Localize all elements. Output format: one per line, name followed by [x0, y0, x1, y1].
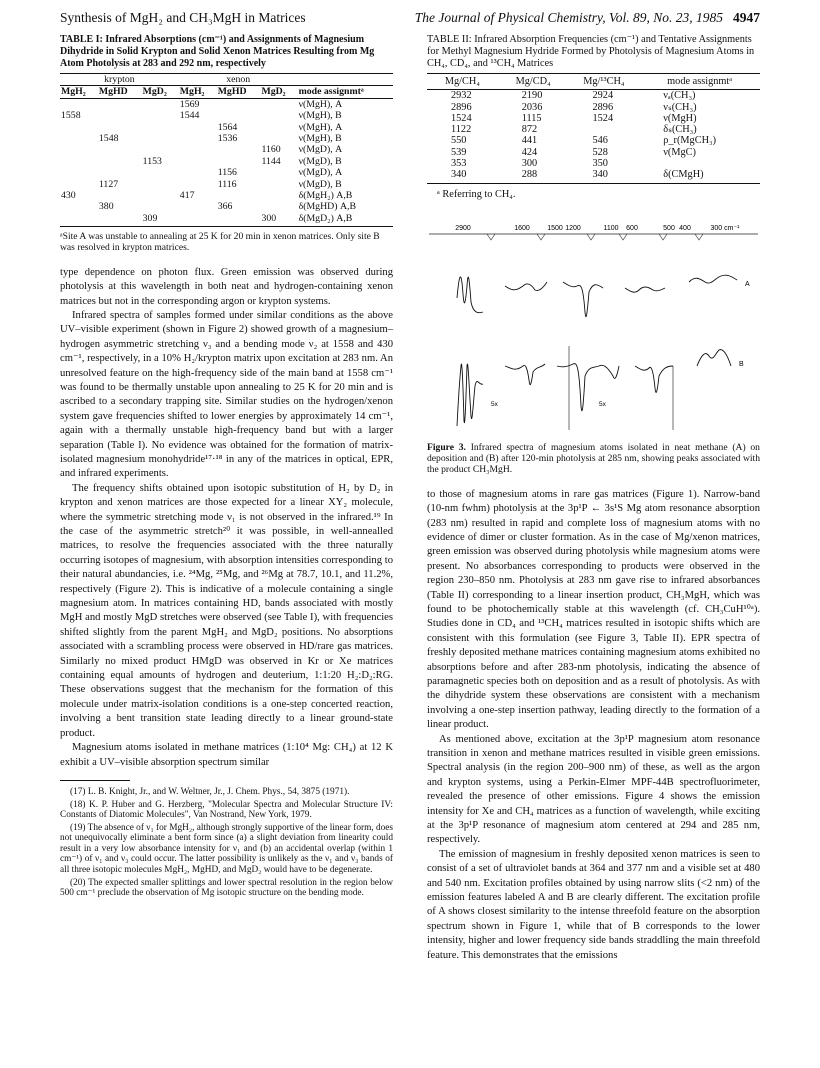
table2-cell: 441: [521, 135, 538, 147]
table1-cell: [60, 156, 98, 167]
table1-cell: [98, 110, 142, 121]
table1-cell: 1564: [217, 121, 238, 133]
table1-row: [60, 133, 393, 144]
figure3-axis-breaks: [487, 234, 703, 240]
table1-cell: 1569: [179, 98, 200, 110]
footnote: (19) The absence of ν₁ for MgH₂, although strongly supportive of the linear form, does not unequivocally eliminate a bent form since (a) a slight deviation from linearity could result in a very low absorbance intensity for ν₁ and (b) an accidental overlap (within 1 cm⁻¹) of ν₁ and ν₃ could occur. The latter possibility is unlikely as the ν₁ and ν₃ bands of all three isotopic molecules MgH₂, MgHD, and MgD₂ would have to be degenerate.: [60, 822, 393, 876]
table1-body: [60, 98, 393, 226]
table1-cell: δ(MgH₂) A,B: [298, 190, 353, 202]
table2-cell: 2896: [451, 101, 472, 113]
table2-col-header: Mg/CH₄: [427, 74, 498, 90]
table2-row: [427, 90, 760, 102]
table1-cell: [260, 190, 297, 201]
body-paragraph: type dependence on photon flux. Green emission was observed during photolysis at this wavelength in both neat and hydrogen-containing xenon matrices but not in the corresponding argon or krypton systems.: [60, 266, 393, 307]
table1-cell: [260, 110, 297, 121]
footnote: (20) The expected smaller splittings and lower spectral resolution in the region below 500 cm⁻¹ preclude the observation of Mg isotopic structure on the bending mode.: [60, 877, 393, 899]
table1-cell: ν(MgH), A: [298, 121, 343, 133]
table2-cell: 340: [569, 169, 640, 183]
table2-row: [427, 102, 760, 113]
table2-row: [427, 113, 760, 124]
table2-cell: 1122: [451, 124, 472, 136]
table1-cell: [260, 167, 297, 178]
figure3-trace-b-label: B: [739, 361, 744, 369]
table1-cell: [142, 179, 179, 190]
table1-cell: [142, 190, 179, 201]
table2-cell: 546: [592, 135, 608, 147]
figure3-tick-label: 600: [626, 225, 638, 233]
table2-cell: 872: [521, 124, 538, 136]
table1-cell: [98, 98, 142, 110]
table1-row: [60, 122, 393, 133]
table2-col-header: Mg/CD₄: [498, 74, 569, 90]
table1-cell: δ(MgHD) A,B: [298, 201, 357, 213]
figure3-scale-label: 5x: [599, 401, 606, 409]
table1-cell: 300: [260, 213, 297, 227]
table1-cell: [179, 133, 217, 144]
table2-col-header: Mg/¹³CH₄: [569, 74, 640, 90]
table2-cell: [569, 124, 640, 135]
table2-cell: 2896: [592, 101, 614, 113]
table2-cell: 424: [521, 146, 538, 158]
table1-cell: 430: [61, 190, 76, 202]
footnote-rule: [60, 780, 130, 781]
figure3-trace-a: [457, 275, 737, 316]
table1-cell: [260, 133, 297, 144]
table1-group-krypton: krypton: [60, 74, 179, 86]
footnote: (18) K. P. Huber and G. Herzberg, "Molecular Spectra and Molecular Structure IV: Constants of Diatomic Molecules", Van Nostrand, New York, 1979.: [60, 799, 393, 821]
table1-cell: 1558: [61, 110, 81, 122]
table1-cell: [142, 201, 179, 212]
table2-cell: νₐ(CH₃): [663, 90, 696, 102]
table1-cell: [98, 190, 142, 201]
table2-cell: 2924: [592, 90, 614, 102]
table1-row: [60, 167, 393, 178]
table1-caption: TABLE I: Infrared Absorptions (cm⁻¹) and Assignments of Magnesium Dihydride in Solid Krypton and Solid Xenon Matrices Resulting from Mg Atom Photolysis at 283 and 292 nm, respectively: [60, 34, 375, 69]
figure3-spectra: [427, 216, 760, 436]
body-paragraph: to those of magnesium atoms in rare gas matrices (Figure 1). Narrow-band (10-nm fwhm) photolysis at the 3p¹P ← 3s¹S Mg atom resonance absorption (283 nm) resulted in rapid and complete loss of magnesium atoms with no evidence of dimer or cluster formation. As in the case of Mg/xenon matrices, green emission was observed during photolysis while magnesium atoms were present. No absorbances corresponding to products were observed in the region 230–850 nm. Photolysis at 283 nm gave rise to infrared absorbances (Table II) corresponding to a linear insertion product, CH₃MgH, which was found to be photochemically stable at this wavelength (cf. CH₃CuH¹⁰ᵃ). Studies done in CD₄ and ¹³CH₄ matrices resulted in isotopic shifts which are consistent with this formulation (see Figure 3, Table II). EPR spectra of freshly deposited methane matrices containing magnesium atoms exhibited no absorptions before and after 283-nm photolysis, indicating the absence of paramagnetic species both on deposition and as a result of photolysis. As with the dihydride system these observations are consistent with a mechanism involving a one-step insertion pathway, leading directly to the formation of a linear product.: [427, 488, 760, 731]
table1-cell: [98, 122, 142, 133]
table1-row: [60, 190, 393, 201]
table1-cell: [179, 213, 217, 227]
table1-row: [60, 98, 393, 110]
table2-cell: δₛ(CH₃): [663, 124, 697, 136]
table1-col-header: MgD₂: [142, 86, 179, 98]
table1-cell: [98, 167, 142, 178]
running-header-title: Synthesis of MgH₂ and CH₃MgH in Matrices: [60, 10, 306, 25]
table1-cell: δ(MgD₂) A,B: [298, 213, 393, 227]
table1-group-xenon: xenon: [179, 74, 298, 86]
table1-cell: 1548: [98, 133, 119, 145]
table2-row: [427, 169, 760, 183]
table2-cell: 350: [592, 158, 608, 170]
figure3-tick-label: 2900: [455, 225, 471, 233]
table1-cell: [260, 201, 297, 212]
table1-cell: [60, 133, 98, 144]
right-column: [427, 34, 760, 963]
table1-cell: [217, 156, 261, 167]
table1-cell: 309: [142, 213, 179, 227]
table2-footnote: ᵃ Referring to CH₄.: [437, 188, 516, 200]
table2-row: [427, 158, 760, 169]
body-paragraph: Infrared spectra of samples formed under similar conditions as the above UV–visible experiment (shown in Figure 2) showed growth of a magnesium–hydrogen asymmetric stretching ν₃ and a bending mode ν₂ at 1558 and 430 cm⁻¹, respectively, in a 10% H₂/krypton matrix upon excitation at 283 nm. An unresolved feature on the high-frequency side of the main band at 1558 cm⁻¹ was found to be thermally unstable upon annealing to 25 K for 20 min and is ascribed to a secondary trapping site. Similar studies on the hydrogen/xenon system gave frequencies shifted to lower energies by approximately 14 cm⁻¹, again with a thermally unstable high-frequency band but with a larger separation (Table I). No evidence was obtained for the formation of matrix-isolated magnesium monohydride¹⁷·¹⁸ in any of the matrices in optical, EPR, and infrared experiments.: [60, 309, 393, 480]
table2-cell: 550: [451, 135, 467, 147]
table2-cell: ν(MgC): [663, 146, 696, 158]
table1: [60, 73, 393, 227]
table1-cell: [60, 213, 98, 227]
table1-cell: [179, 201, 217, 212]
table2-row: [427, 135, 760, 146]
table1-row: [60, 201, 393, 212]
table2-row: [427, 147, 760, 158]
body-paragraph: The emission of magnesium in freshly deposited xenon matrices is seen to consist of a set of ultraviolet bands at 364 and 377 nm and a visible set at 480 and 540 nm. Excitation profiles obtained by using narrow slits (<2 nm) of the emission features labeled A and B are clearly different. The excitation profile of A shows closest similarity to the intense threefold feature on the absorption spectrum shown in Figure 1, while that of B corresponds to the lower intensity, higher and lower frequency side bands straddling the main threefold feature. This demonstrates that the emissions: [427, 848, 760, 961]
table1-cell: [60, 122, 98, 133]
table1-col-header: MgH₂: [60, 86, 98, 98]
table1-col-header: MgHD: [98, 86, 142, 98]
table2-cell: ρ_r(MgCH₃): [663, 135, 717, 147]
table2-cell: 2932: [451, 90, 472, 102]
table1-cell: 366: [217, 201, 233, 213]
table1-cell: [142, 110, 179, 121]
table1-cell: 1127: [98, 178, 119, 190]
table2-cell: 288: [498, 169, 569, 183]
table1-cell: [217, 98, 261, 110]
table1-cell: 1116: [217, 178, 237, 190]
figure3-trace-a-label: A: [745, 281, 750, 289]
table1-cell: [60, 201, 98, 212]
table1-cell: [260, 98, 297, 110]
figure3-caption-text: Infrared spectra of magnesium atoms isolated in neat methane (A) on deposition and (B) after 120-min photolysis at 285 nm, showing peaks associated with the product CH₃MgH.: [427, 442, 760, 476]
table1-cell: [217, 144, 261, 155]
table1-cell: [179, 156, 217, 167]
table1-col-header: mode assignmtᵃ: [298, 86, 393, 98]
table2-cell: 300: [521, 158, 538, 170]
table1-cell: [142, 122, 179, 133]
table1-cell: 1156: [217, 167, 237, 179]
body-paragraph: As mentioned above, excitation at the 3p¹P magnesium atom resonance transition in xenon and methane matrices resulted in visible green emissions. Spectral analysis (in the region 200–900 nm) of these, as well as the argon and krypton systems, using a Perkin-Elmer MPF-44B spectrofluorimeter, revealed the presence of other emissions. Figure 4 shows the emission intensity for Xe and CH₄ matrices as a function of wavelength, while exciting at the 3p¹P resonance of magnesium atom centered at 294 and 285 nm, respectively.: [427, 733, 760, 846]
table1-cell: 417: [179, 190, 195, 202]
table2-row: [427, 124, 760, 135]
table2-cell: 1115: [521, 112, 542, 124]
table2-cell: 340: [427, 169, 498, 183]
table1-cell: [98, 213, 142, 227]
table1-cell: ν(MgD), B: [298, 178, 342, 190]
figure3-scale-label: 5x: [491, 401, 498, 409]
table1-cell: [60, 144, 98, 155]
table1-cell: [217, 110, 261, 121]
figure3: [427, 216, 760, 436]
table1-cell: ν(MgH), A: [298, 98, 343, 110]
table1-cell: 1144: [261, 155, 281, 167]
table2-cell: 2190: [521, 90, 543, 102]
table1-cell: ν(MgH), B: [298, 133, 342, 145]
table1-cell: 1160: [261, 144, 281, 156]
table2-col-header: mode assignmtᵃ: [639, 74, 760, 90]
figure3-caption-label: Figure 3.: [427, 442, 466, 454]
table2-cell: 1524: [592, 112, 614, 124]
table2-cell: νₛ(CH₃): [663, 101, 697, 113]
page-number: 4947: [733, 10, 760, 25]
table1-cell: [98, 156, 142, 167]
table1-cell: [179, 122, 217, 133]
table1-row: [60, 179, 393, 190]
figure3-tick-label: 1500: [547, 225, 563, 233]
table1-cell: [179, 179, 217, 190]
table2-cell: δ(CMgH): [639, 169, 760, 183]
table1-cell: [179, 144, 217, 155]
table2-cell: 2036: [521, 101, 543, 113]
table1-cell: [217, 190, 261, 201]
table2-header-row: [427, 74, 760, 90]
table1-row: [60, 156, 393, 167]
table1-cell: [142, 133, 179, 144]
table1-cell: 1544: [179, 110, 200, 122]
table1-cell: 1153: [142, 155, 162, 167]
figure3-caption: [427, 442, 760, 476]
table1-col-header: MgH₂: [179, 86, 217, 98]
table1-cell: 380: [98, 201, 114, 213]
table1-cell: ν(MgD), A: [298, 144, 343, 156]
figure3-tick-label: 500: [663, 225, 675, 233]
journal-citation: The Journal of Physical Chemistry, Vol. 89, No. 23, 1985: [414, 10, 723, 25]
table1-cell: [142, 144, 179, 155]
table2-cell: 539: [451, 146, 467, 158]
table1-cell: [217, 213, 261, 227]
figure3-tick-label: 400: [679, 225, 691, 233]
table2-cell: 353: [451, 158, 467, 170]
table1-row: [60, 213, 393, 227]
figure3-tick-label: 1600: [514, 225, 530, 233]
table2-caption: TABLE II: Infrared Absorption Frequencies (cm⁻¹) and Tentative Assignments for Methyl Magnesium Hydride Formed by Photolysis of Magnesium Atoms in CH₄, CD₄, and ¹³CH₄ Matrices: [427, 34, 755, 69]
table1-footnote: ᵃSite A was unstable to annealing at 25 K for 20 min in xenon matrices. Only site B was resolved in krypton matrices.: [60, 231, 380, 254]
body-paragraph: The frequency shifts obtained upon isotopic substitution of H₂ by D₂ in krypton and xenon matrices are those expected for a linear XY₂ molecule, where the symmetric stretching mode ν₁ is not observed in the infrared.¹⁹ In the case of the asymmetric stretch²⁰ it was possible, in well-annealled matrices, to resolve the frequencies associated with the three naturally occurring isotopes of magnesium, with absorption intensities corresponding to their natural abundancies, i.e. ²⁴Mg, ²⁵Mg, and ²⁶Mg at 78.7, 10.1, and 11.2%, respectively (Figure 2). This is indicative of a molecule containing a single magnesium atom. In matrices containing HD, bands associated with mostly MgH and mostly MgD stretches were observed (see Table I), with frequencies shifted slightly from the parent MgH₂ and MgD₂ positions. No absorptions associated with a scrambling process were observed in HD/rare gas matrices. Similarly no mixed product HMgD was observed in Kr or Xe matrices containing equal amounts of hydrogen and deuterium, 1:1:20 H₂:D₂:RG. These observations suggest that the mechanism for the formation of this molecule under matrix-isolation conditions is a one-step concerted reaction, involving a bent transition state leading directly to a linear ground-state product.: [60, 482, 393, 739]
table2: [427, 73, 760, 184]
table1-cell: [60, 167, 98, 178]
table2-cell: 1524: [451, 112, 472, 124]
table2-cell: ν(MgH): [663, 112, 697, 124]
figure3-tick-label: 1200: [565, 225, 581, 233]
table1-cell: 1536: [217, 133, 238, 145]
figure3-tick-label: 300 cm⁻¹: [710, 225, 740, 233]
left-column: [60, 34, 393, 901]
table1-cell: ν(MgD), B: [298, 155, 342, 167]
table1-group-row: [60, 74, 393, 86]
table1-col-header: MgHD: [217, 86, 261, 98]
table1-row: [60, 110, 393, 121]
table2-body: [427, 90, 760, 183]
table1-cell: ν(MgD), A: [298, 167, 343, 179]
table1-cell: [142, 167, 179, 178]
table1-cell: [60, 179, 98, 190]
body-paragraph: Magnesium atoms isolated in methane matrices (1:10⁴ Mg: CH₄) at 12 K exhibit a UV–visible absorption spectrum similar: [60, 742, 393, 768]
table1-row: [60, 144, 393, 155]
table1-cell: [142, 98, 179, 110]
footnote: (17) L. B. Knight, Jr., and W. Weltner, Jr., J. Chem. Phys., 54, 3875 (1971).: [70, 786, 350, 797]
table1-cell: [260, 122, 297, 133]
table1-col-header: MgD₂: [260, 86, 297, 98]
figure3-trace-b: [457, 350, 731, 426]
running-header-journal: [415, 10, 760, 26]
figure3-tick-label: 1100: [603, 225, 619, 233]
table1-cell: [260, 179, 297, 190]
table1-cell: [179, 167, 217, 178]
table1-cell: ν(MgH), B: [298, 110, 342, 122]
table2-cell: 528: [592, 146, 608, 158]
table1-cell: [60, 98, 98, 110]
table2-cell: [639, 158, 760, 169]
table1-cell: [98, 144, 142, 155]
table1-header-row: [60, 86, 393, 98]
